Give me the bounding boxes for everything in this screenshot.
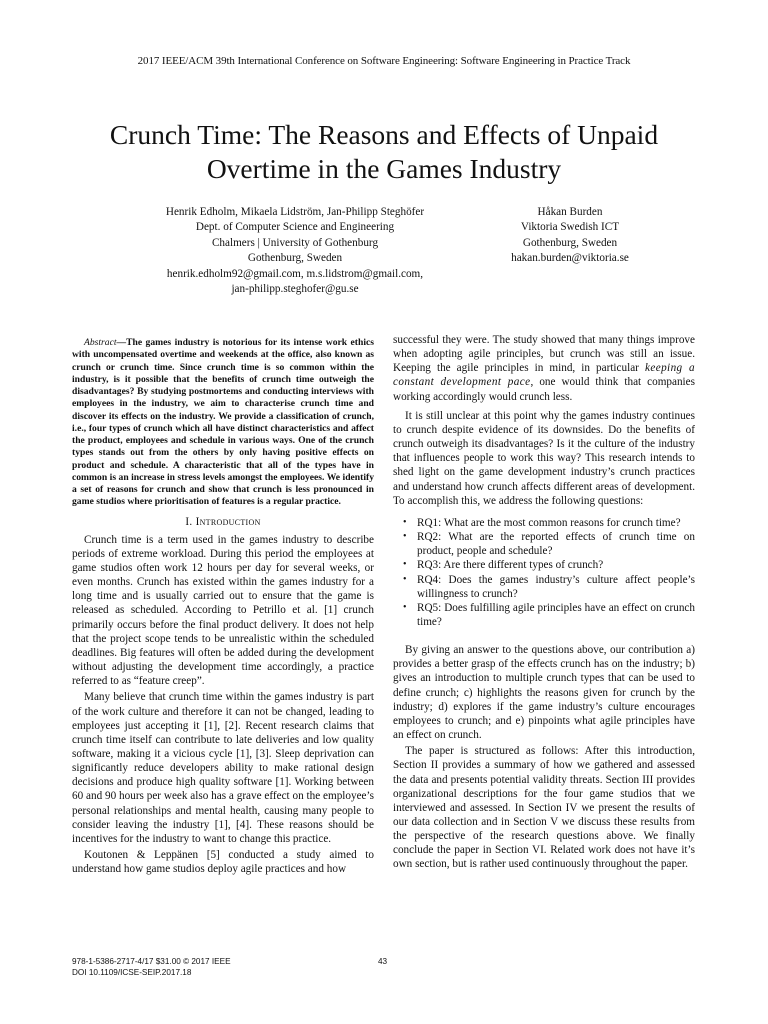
abstract [72,337,374,509]
list-item [403,558,695,572]
right-column [393,333,695,874]
text-run: successful they were. The study showed that many things improve when adopting agile principles, but crunch was still an issue. Keeping the agile principles in mind, in particular [393,334,695,375]
paragraph: Crunch time is a term used in the games industry to describe periods of extreme workload. During this period the employees at game studios often work 12 hours per day for several weeks, or even months. Crunch has existed within the games industry for a long time and is usually carried out to ensure that the game is released as scheduled. According to Petrillo et al. [1] crunch primarily occurs before the final product delivery. It does not help that the project scope tends to be unrealistic within the scheduled deadlines. Big features will often be added during the development without adjusting the development time accordingly, a practice referred to as “feature creep”. [72,533,374,688]
author-names: Henrik Edholm, Mikaela Lidström, Jan-Philipp Steghöfer [165,206,425,218]
list-item-text: RQ3: Are there different types of crunch? [417,559,604,572]
abstract-text: —The games industry is notorious for its intense work ethics with uncompensated overtime and weekends at the office, also known as crunch or crunch time. Since crunch time is so common within the industry, is it possible that the benefits of crunch time outweigh the disadvantages? By studying postmortems and conducting interviews with employees in the industry, we aim to characterise crunch time and discover its effects on the industry. We provide a classification of crunch, i.e., four types of crunch which all have distinct characteristics and affect the product, employees and schedule in various ways. One of the crunch types stands out from the others by only having positive effects on product and schedule. A characteristic that all of the types have in common is an increase in stress levels amongst the employees. We identify a set of reasons for crunch and show that crunch is less pronounced in game studios where prioritisation of features is a regular practice. [72,337,374,508]
bullet-icon: • [403,601,407,613]
author-emails-1: henrik.edholm92@gmail.com, m.s.lidstrom@gmail.com, [166,267,424,280]
conference-header: 2017 IEEE/ACM 39th International Conference on Software Engineering: Software Engineering in Practice Track [137,55,631,67]
paragraph: The paper is structured as follows: After this introduction, Section II provides a summary of how we gathered and assessed the data and presents potential validity threats. Section III provides organizational descriptions for the four game studios that we interviewed and assessed. In Section IV we present the results of our data collection and in Section V we discuss these results from the perspective of the research questions above. We finally conclude the paper in Section VI. Related work does not have it’s own section, but is rather used continuously throughout the paper. [393,745,695,871]
bullet-icon: • [403,559,407,571]
list-item [403,601,695,629]
author-name-burden: Håkan Burden [537,206,603,218]
list-item-text: RQ5: Does fulfilling agile principles have an effect on crunch time? [417,601,695,628]
paper-title [40,118,728,186]
section-title-rest: ntroduction [199,515,261,528]
section-title-initial: I [195,515,200,528]
list-item-text: RQ4: Does the games industry’s culture affect people’s willingness to crunch? [417,573,695,600]
list-item [403,530,695,558]
author-city: Gothenburg, Sweden [522,236,618,249]
list-item-text: RQ2: What are the reported effects of crunch time on product, people and schedule? [417,531,695,558]
paragraph-continued [393,333,695,404]
footer-publication-info [72,957,231,978]
page-number: 43 [378,957,388,966]
abstract-label: Abstract [84,337,117,348]
author-block-right [470,205,670,267]
list-item [403,573,695,601]
paragraph: By giving an answer to the questions above, our contribution a) provides a better grasp of the effects crunch has on the industry; b) gives an introduction to multiple crunch types that can be used to define crunch; c) highlights the reasons given for crunch by the industry; d) explores if the game industry’s culture encourages employees to crunch; and e) pinpoints what agile principles have an effect on crunch. [393,644,695,742]
author-emails-2: jan-philipp.steghofer@gu.se [231,283,359,296]
footer-doi: DOI 10.1109/ICSE-SEIP.2017.18 [72,967,192,977]
left-column [72,337,374,878]
paragraph: Many believe that crunch time within the games industry is part of the work culture and therefore it can not be changed, leading to employees just accepting it [1], [2]. Recent research claims that crunch time itself can contribute to late deliveries and low quality software, making it a vicious cycle [1], [3]. Sleep deprivation can significantly reduce developers ability to make rational design decisions and produce high quality software [1]. Working between 60 and 90 hours per week also has a grave effect on the employee’s personal relationships and mental health, causing many people to consider leaving the industry [1], [4]. These reasons should be incentives for the industry to want to change this practice. [72,691,374,845]
author-city: Gothenburg, Sweden [247,252,343,265]
section-heading-introduction [72,515,374,529]
list-item-text: RQ1: What are the most common reasons for crunch time? [417,516,681,529]
bullet-icon: • [403,516,407,528]
list-item [403,516,695,530]
bullet-icon: • [403,531,407,543]
text-run: , one would think that companies working accordingly would crunch less. [393,376,695,403]
author-department: Dept. of Computer Science and Engineering [195,221,395,234]
footer-isbn: 978-1-5386-2717-4/17 $31.00 © 2017 IEEE [72,957,231,966]
author-university: Chalmers | University of Gothenburg [211,236,379,249]
section-numeral: I. [185,515,193,528]
author-affiliation: Viktoria Swedish ICT [520,221,620,234]
emphasis-text: keeping a constant development pace [393,362,696,389]
research-questions-list [393,516,695,629]
title-line-2: Overtime in the Games Industry [206,153,562,184]
author-block-left [130,205,460,297]
paragraph: Koutonen & Leppänen [5] conducted a study aimed to understand how game studios deploy agile practices and how [72,849,374,876]
bullet-icon: • [403,573,407,585]
paragraph: It is still unclear at this point why the games industry continues to crunch despite evidence of its downsides. Do the benefits of crunch outweigh its disadvantages? Is it the culture of the industry that influences people to work this way? This research intends to shed light on the game development industry’s crunch practices and understand how crunch affects different areas of development. To accomplish this, we address the following questions: [393,409,695,507]
author-email: hakan.burden@viktoria.se [511,252,629,265]
title-line-1: Crunch Time: The Reasons and Effects of Unpaid [109,119,659,150]
